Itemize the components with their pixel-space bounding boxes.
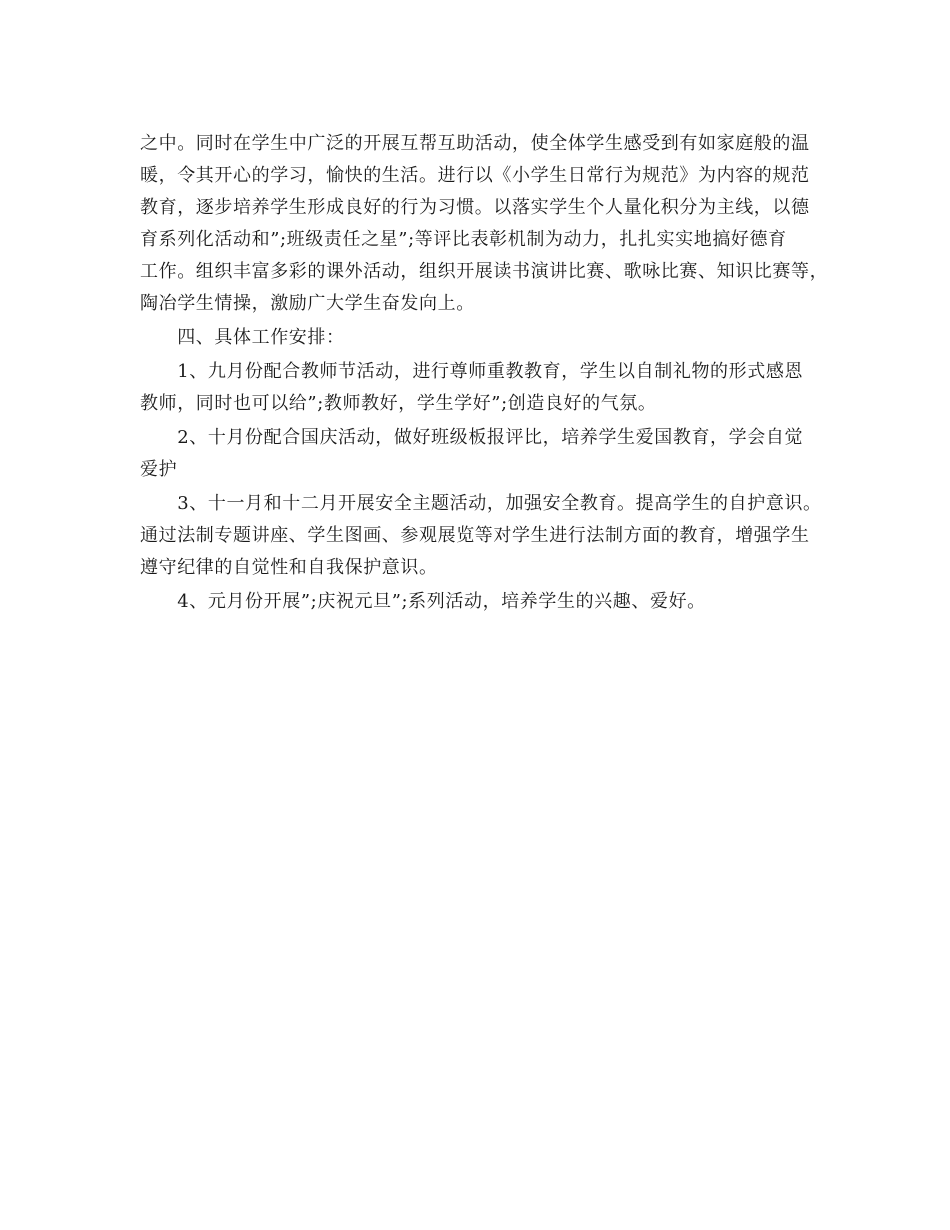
text-line: 3、十一月和十二月开展安全主题活动，加强安全教育。提高学生的自护意识。 [140, 493, 822, 514]
text-line: 2、十月份配合国庆活动，做好班级板报评比，培养学生爱国教育，学会自觉 [140, 427, 804, 448]
text-line: 遵守纪律的自觉性和自我保护意识。 [140, 557, 438, 578]
text-line: 陶冶学生情操，激励广大学生奋发向上。 [140, 293, 475, 314]
text-line: 通过法制专题讲座、学生图画、参观展览等对学生进行法制方面的教育，增强学生 [140, 525, 810, 546]
text-line: 之中。同时在学生中广泛的开展互帮互助活动，使全体学生感受到有如家庭般的温 [140, 133, 810, 154]
text-line: 4、元月份开展”;庆祝元旦”;系列活动，培养学生的兴趣、爱好。 [140, 591, 706, 612]
text-line: 育系列化活动和”;班级责任之星”;等评比表彰机制为动力，扎扎实实地搞好德育 [140, 229, 787, 250]
body-text [140, 128, 830, 618]
text-line: 教育，逐步培养学生形成良好的行为习惯。以落实学生个人量化积分为主线，以德 [140, 197, 810, 218]
text-line: 暖，令其开心的学习，愉快的生活。进行以《小学生日常行为规范》为内容的规范 [140, 165, 810, 186]
text-line: 爱护 [140, 459, 178, 480]
section-heading: 四、具体工作安排： [140, 327, 345, 348]
text-line: 教师，同时也可以给”;教师教好，学生学好”;创造良好的气氛。 [140, 393, 657, 414]
text-line: 工作。组织丰富多彩的课外活动，组织开展读书演讲比赛、歌咏比赛、知识比赛等， [140, 261, 829, 282]
text-line: 1、九月份配合教师节活动，进行尊师重教教育，学生以自制礼物的形式感恩 [140, 361, 804, 382]
